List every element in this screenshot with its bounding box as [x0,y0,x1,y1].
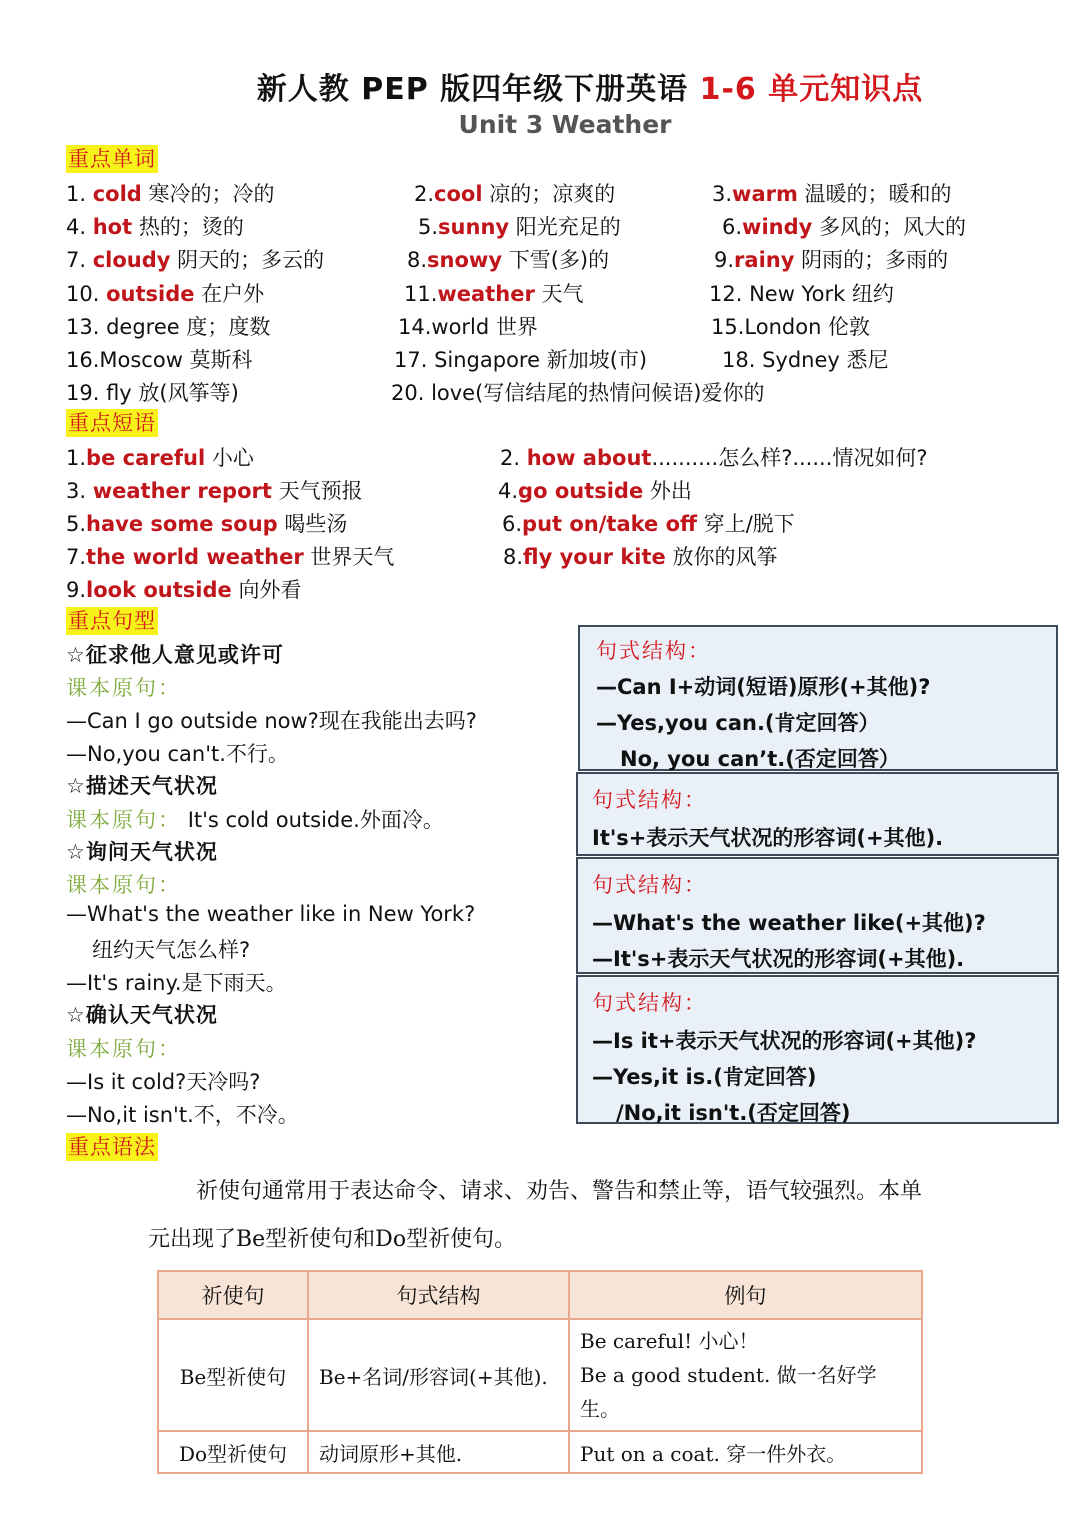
title-unit-range: 1-6 单元知识点 [699,72,924,107]
structure-line: —Is it+表示天气状况的形容词(+其他)? [592,1029,977,1053]
pattern-title: ☆确认天气状况 [66,1003,218,1027]
structure-box-heading: 句式结构： [592,788,707,812]
table-header: 例句 [569,1271,922,1319]
vocab-item: 8.snowy 下雪(多)的 [407,248,610,272]
structure-line: —What's the weather like(+其他)? [592,911,986,935]
table-cell-structure: 动词原形+其他. [308,1431,569,1473]
vocab-item: 17. Singapore 新加坡(市) [394,348,648,372]
structure-line: —Can I+动词(短语)原形(+其他)? [596,675,931,699]
phrase-item: 4.go outside 外出 [498,479,692,503]
table-cell-example [569,1319,922,1431]
pattern-title: ☆征求他人意见或许可 [66,643,284,667]
phrase-item: 5.have some soup 喝些汤 [66,512,348,536]
section-sentences-heading [66,605,158,635]
table-row [158,1431,922,1473]
section-phrases-label: 重点短语 [68,411,156,435]
textbook-sentence: It's cold outside.外面冷。 [187,808,444,832]
phrase-item: 6.put on/take off 穿上/脱下 [502,512,795,536]
example-sentence: Be a good student. 做一名好学生。 [580,1363,877,1421]
table-cell-example: Put on a coat. 穿一件外衣。 [569,1431,922,1473]
phrase-item: 8.fly your kite 放你的风筝 [503,545,778,569]
section-phrases-heading [66,407,158,437]
structure-line: No, you can’t.(否定回答） [620,747,900,771]
vocab-item: 4. hot 热的；烫的 [66,215,244,239]
vocab-item: 9.rainy 阴雨的；多雨的 [714,248,949,272]
table-cell-structure: Be+名词/形容词(+其他). [308,1319,569,1431]
section-vocab-label: 重点单词 [68,147,156,171]
structure-box [576,975,1059,1124]
textbook-sentence: —No,you can't.不行。 [66,742,289,766]
textbook-sentence: 纽约天气怎么样? [92,938,251,962]
structure-line: It's+表示天气状况的形容词(+其他). [592,826,944,850]
structure-line: —Yes,it is.(肯定回答) [592,1065,817,1089]
structure-box-heading: 句式结构： [592,991,707,1015]
vocab-item: 15.London 伦敦 [711,315,871,339]
table-row [158,1319,922,1431]
textbook-sentence: —No,it isn't.不，不冷。 [66,1103,299,1127]
structure-line: —Yes,you can.(肯定回答） [596,711,880,735]
section-grammar-label: 重点语法 [68,1135,156,1159]
grammar-table [157,1270,923,1474]
textbook-label: 课本原句： [66,808,181,832]
structure-box [576,772,1059,856]
section-vocab-heading [66,143,158,173]
vocab-item: 6.windy 多风的；风大的 [722,215,967,239]
page-subtitle: Unit 3 Weather [458,110,672,139]
title-main: 新人教 PEP 版四年级下册英语 [256,72,700,107]
example-sentence: Be careful! 小心！ [580,1329,759,1353]
textbook-sentence: —Is it cold?天冷吗? [66,1070,261,1094]
vocab-item: 13. degree 度；度数 [66,315,271,339]
structure-line: —It's+表示天气状况的形容词(+其他). [592,947,965,971]
phrase-item: 7.the world weather 世界天气 [66,545,395,569]
vocab-item: 3.warm 温暖的；暖和的 [712,182,952,206]
vocab-item: 7. cloudy 阴天的；多云的 [66,248,325,272]
vocab-item: 2.cool 凉的；凉爽的 [414,182,616,206]
vocab-item: 5.sunny 阳光充足的 [418,215,621,239]
page-title [0,64,1080,108]
vocab-item: 19. fly 放(风筝等) [66,381,239,405]
table-header-row [158,1271,922,1319]
textbook-sentence: —What's the weather like in New York? [66,902,476,926]
phrase-item: 1.be careful 小心 [66,446,254,470]
textbook-label: 课本原句： [66,676,181,700]
vocab-item: 12. New York 纽约 [709,282,894,306]
grammar-paragraph-line: 祈使句通常用于表达命令、请求、劝告、警告和禁止等，语气较强烈。本单 [196,1179,923,1204]
textbook-label: 课本原句： [66,873,181,897]
vocab-item: 10. outside 在户外 [66,282,265,306]
textbook-sentence: —Can I go outside now?现在我能出去吗? [66,709,477,733]
vocab-item: 1. cold 寒冷的；冷的 [66,182,275,206]
textbook-label: 课本原句： [66,1037,181,1061]
phrase-item: 9.look outside 向外看 [66,578,302,602]
table-header: 祈使句 [158,1271,308,1319]
structure-box-heading: 句式结构： [592,873,707,897]
pattern-title: ☆描述天气状况 [66,774,218,798]
phrase-item: 2. how about..........怎么样?......情况如何? [500,446,928,470]
structure-line: /No,it isn't.(否定回答) [616,1101,851,1125]
structure-box [576,857,1059,974]
section-sentences-label: 重点句型 [68,609,156,633]
vocab-item: 11.weather 天气 [404,282,584,306]
textbook-sentence: —It's rainy.是下雨天。 [66,971,287,995]
vocab-item: 14.world 世界 [398,315,538,339]
structure-box-heading: 句式结构： [596,639,711,663]
vocab-item: 20. love(写信结尾的热情问候语)爱你的 [391,381,765,405]
section-grammar-heading [66,1131,158,1161]
phrase-item: 3. weather report 天气预报 [66,479,363,503]
vocab-item: 16.Moscow 莫斯科 [66,348,253,372]
vocab-item: 18. Sydney 悉尼 [722,348,889,372]
table-cell-type: Be型祈使句 [158,1319,308,1431]
structure-box [578,625,1058,771]
pattern-title: ☆询问天气状况 [66,840,218,864]
table-header: 句式结构 [308,1271,569,1319]
table-cell-type: Do型祈使句 [158,1431,308,1473]
textbook-line [66,804,444,834]
grammar-paragraph-line: 元出现了Be型祈使句和Do型祈使句。 [148,1227,517,1252]
